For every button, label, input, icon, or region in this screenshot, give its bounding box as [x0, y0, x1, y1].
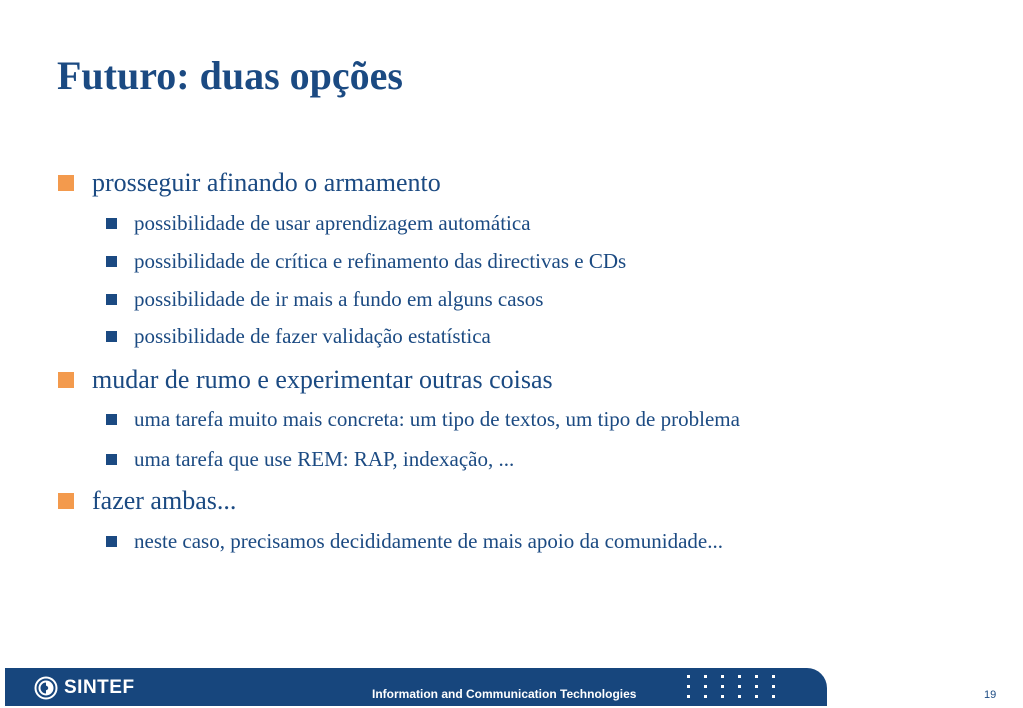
- orange-square-bullet-icon: [58, 175, 74, 191]
- slide-title: Futuro: duas opções: [57, 53, 403, 98]
- bullet-level1: [58, 166, 441, 200]
- dot-pattern-decoration: [687, 675, 787, 701]
- blue-square-bullet-icon: [106, 454, 117, 465]
- bullet-level1: [58, 363, 553, 397]
- bullet-level2: [106, 209, 531, 237]
- bullet-text: prosseguir afinando o armamento: [92, 168, 441, 197]
- bullet-level2: [106, 247, 626, 275]
- blue-square-bullet-icon: [106, 331, 117, 342]
- bullet-level1: [58, 484, 236, 518]
- logo-text: SINTEF: [64, 677, 135, 698]
- orange-square-bullet-icon: [58, 493, 74, 509]
- sintef-logo-icon: [34, 676, 58, 700]
- bullet-text: possibilidade de crítica e refinamento das directivas e CDs: [134, 248, 627, 273]
- bullet-text: mudar de rumo e experimentar outras coisas: [92, 365, 553, 394]
- bullet-level2: [106, 322, 491, 350]
- bullet-level2: [106, 445, 514, 473]
- bullet-text: possibilidade de fazer validação estatística: [134, 323, 491, 348]
- bullet-level2: [106, 527, 723, 555]
- division-name: Information and Communication Technologies: [372, 687, 637, 701]
- bullet-text: fazer ambas...: [92, 486, 237, 515]
- blue-square-bullet-icon: [106, 256, 117, 267]
- footer: [0, 667, 1023, 708]
- blue-square-bullet-icon: [106, 414, 117, 425]
- bullet-text: uma tarefa muito mais concreta: um tipo de textos, um tipo de problema: [134, 406, 740, 431]
- bullet-level2: [106, 285, 543, 313]
- blue-square-bullet-icon: [106, 536, 117, 547]
- blue-square-bullet-icon: [106, 218, 117, 229]
- bullet-text: possibilidade de usar aprendizagem automática: [134, 210, 531, 235]
- orange-square-bullet-icon: [58, 372, 74, 388]
- bullet-text: neste caso, precisamos decididamente de mais apoio da comunidade...: [134, 528, 723, 553]
- bullet-text: possibilidade de ir mais a fundo em alguns casos: [134, 286, 544, 311]
- page-number: 19: [984, 689, 997, 701]
- bullet-level2: [106, 405, 740, 433]
- sintef-logo: [34, 676, 135, 700]
- blue-square-bullet-icon: [106, 294, 117, 305]
- bullet-text: uma tarefa que use REM: RAP, indexação, ...: [134, 446, 515, 471]
